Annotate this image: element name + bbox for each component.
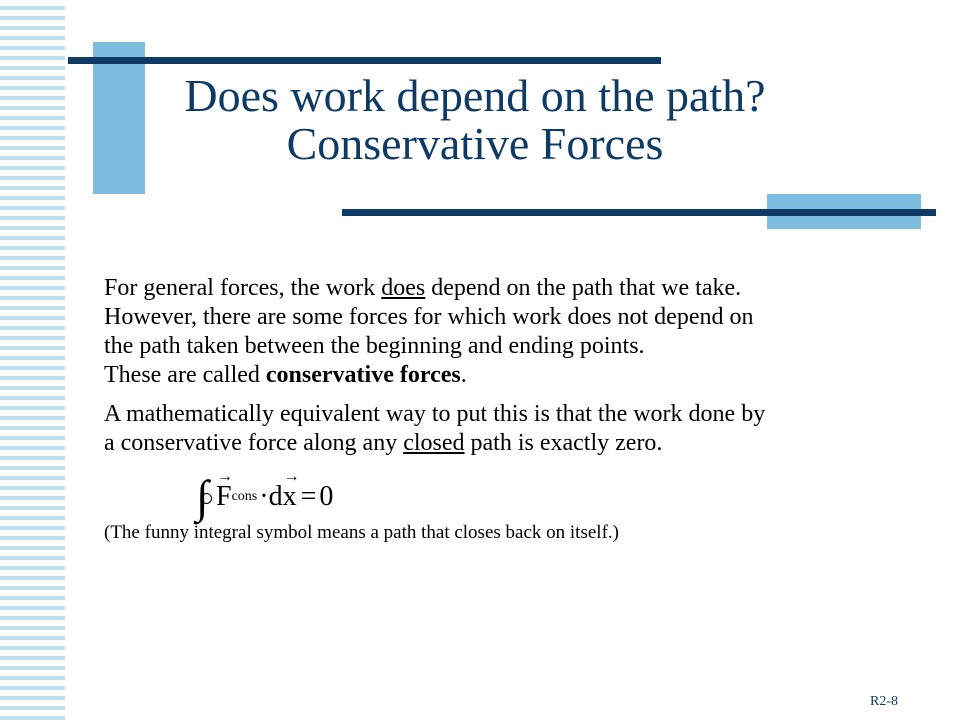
text-run: For general forces, the work: [104, 275, 382, 301]
body-line: [104, 274, 884, 303]
underlined-word-closed: closed: [403, 430, 465, 456]
slide-number: R2-8: [870, 694, 898, 709]
slide-title: [150, 72, 800, 168]
integral-note: (The funny integral symbol means a path that closes back on itself.): [104, 522, 619, 543]
vector-arrow-icon: →: [217, 468, 233, 485]
text-run: a conservative force along any: [104, 430, 404, 456]
displacement-symbol: x: [282, 481, 297, 512]
decor-line-bottom: [342, 209, 936, 216]
equals-sign: =: [300, 481, 317, 512]
body-line: [104, 429, 884, 458]
slide-body: [104, 274, 884, 458]
force-subscript: cons: [231, 489, 258, 504]
equation-rhs: [301, 481, 337, 513]
slide-title-line2: Conservative Forces: [286, 118, 664, 169]
text-run: .: [460, 362, 467, 388]
decor-block-top-left: [93, 42, 145, 194]
closed-path-integral-equation: [196, 468, 336, 522]
body-line: the path taken between the beginning and ending points.: [104, 333, 645, 359]
closed-integral-icon: ∫: [196, 473, 216, 521]
body-line: [104, 361, 884, 390]
text-run: depend on the path that we take.: [425, 275, 742, 301]
displacement-vector: [282, 468, 300, 513]
vector-arrow-icon: →: [283, 468, 300, 485]
text-run: path is exactly zero.: [464, 430, 663, 456]
bold-term-conservative-forces: conservative forces: [265, 362, 461, 388]
slide-title-line1: Does work depend on the path?: [184, 70, 766, 121]
equation-zero: 0: [319, 481, 334, 512]
left-striped-border: [0, 0, 68, 720]
differential-d: d: [268, 481, 283, 512]
decor-line-top: [68, 57, 661, 64]
underlined-word-does: does: [381, 275, 426, 301]
force-vector: [216, 468, 233, 513]
body-line: A mathematically equivalent way to put this is that the work done by: [104, 401, 766, 427]
force-symbol: F: [216, 481, 232, 512]
text-run: These are called: [104, 362, 266, 388]
body-line: However, there are some forces for which work does not depend on: [104, 304, 754, 330]
dot-operator: ·: [259, 481, 269, 512]
